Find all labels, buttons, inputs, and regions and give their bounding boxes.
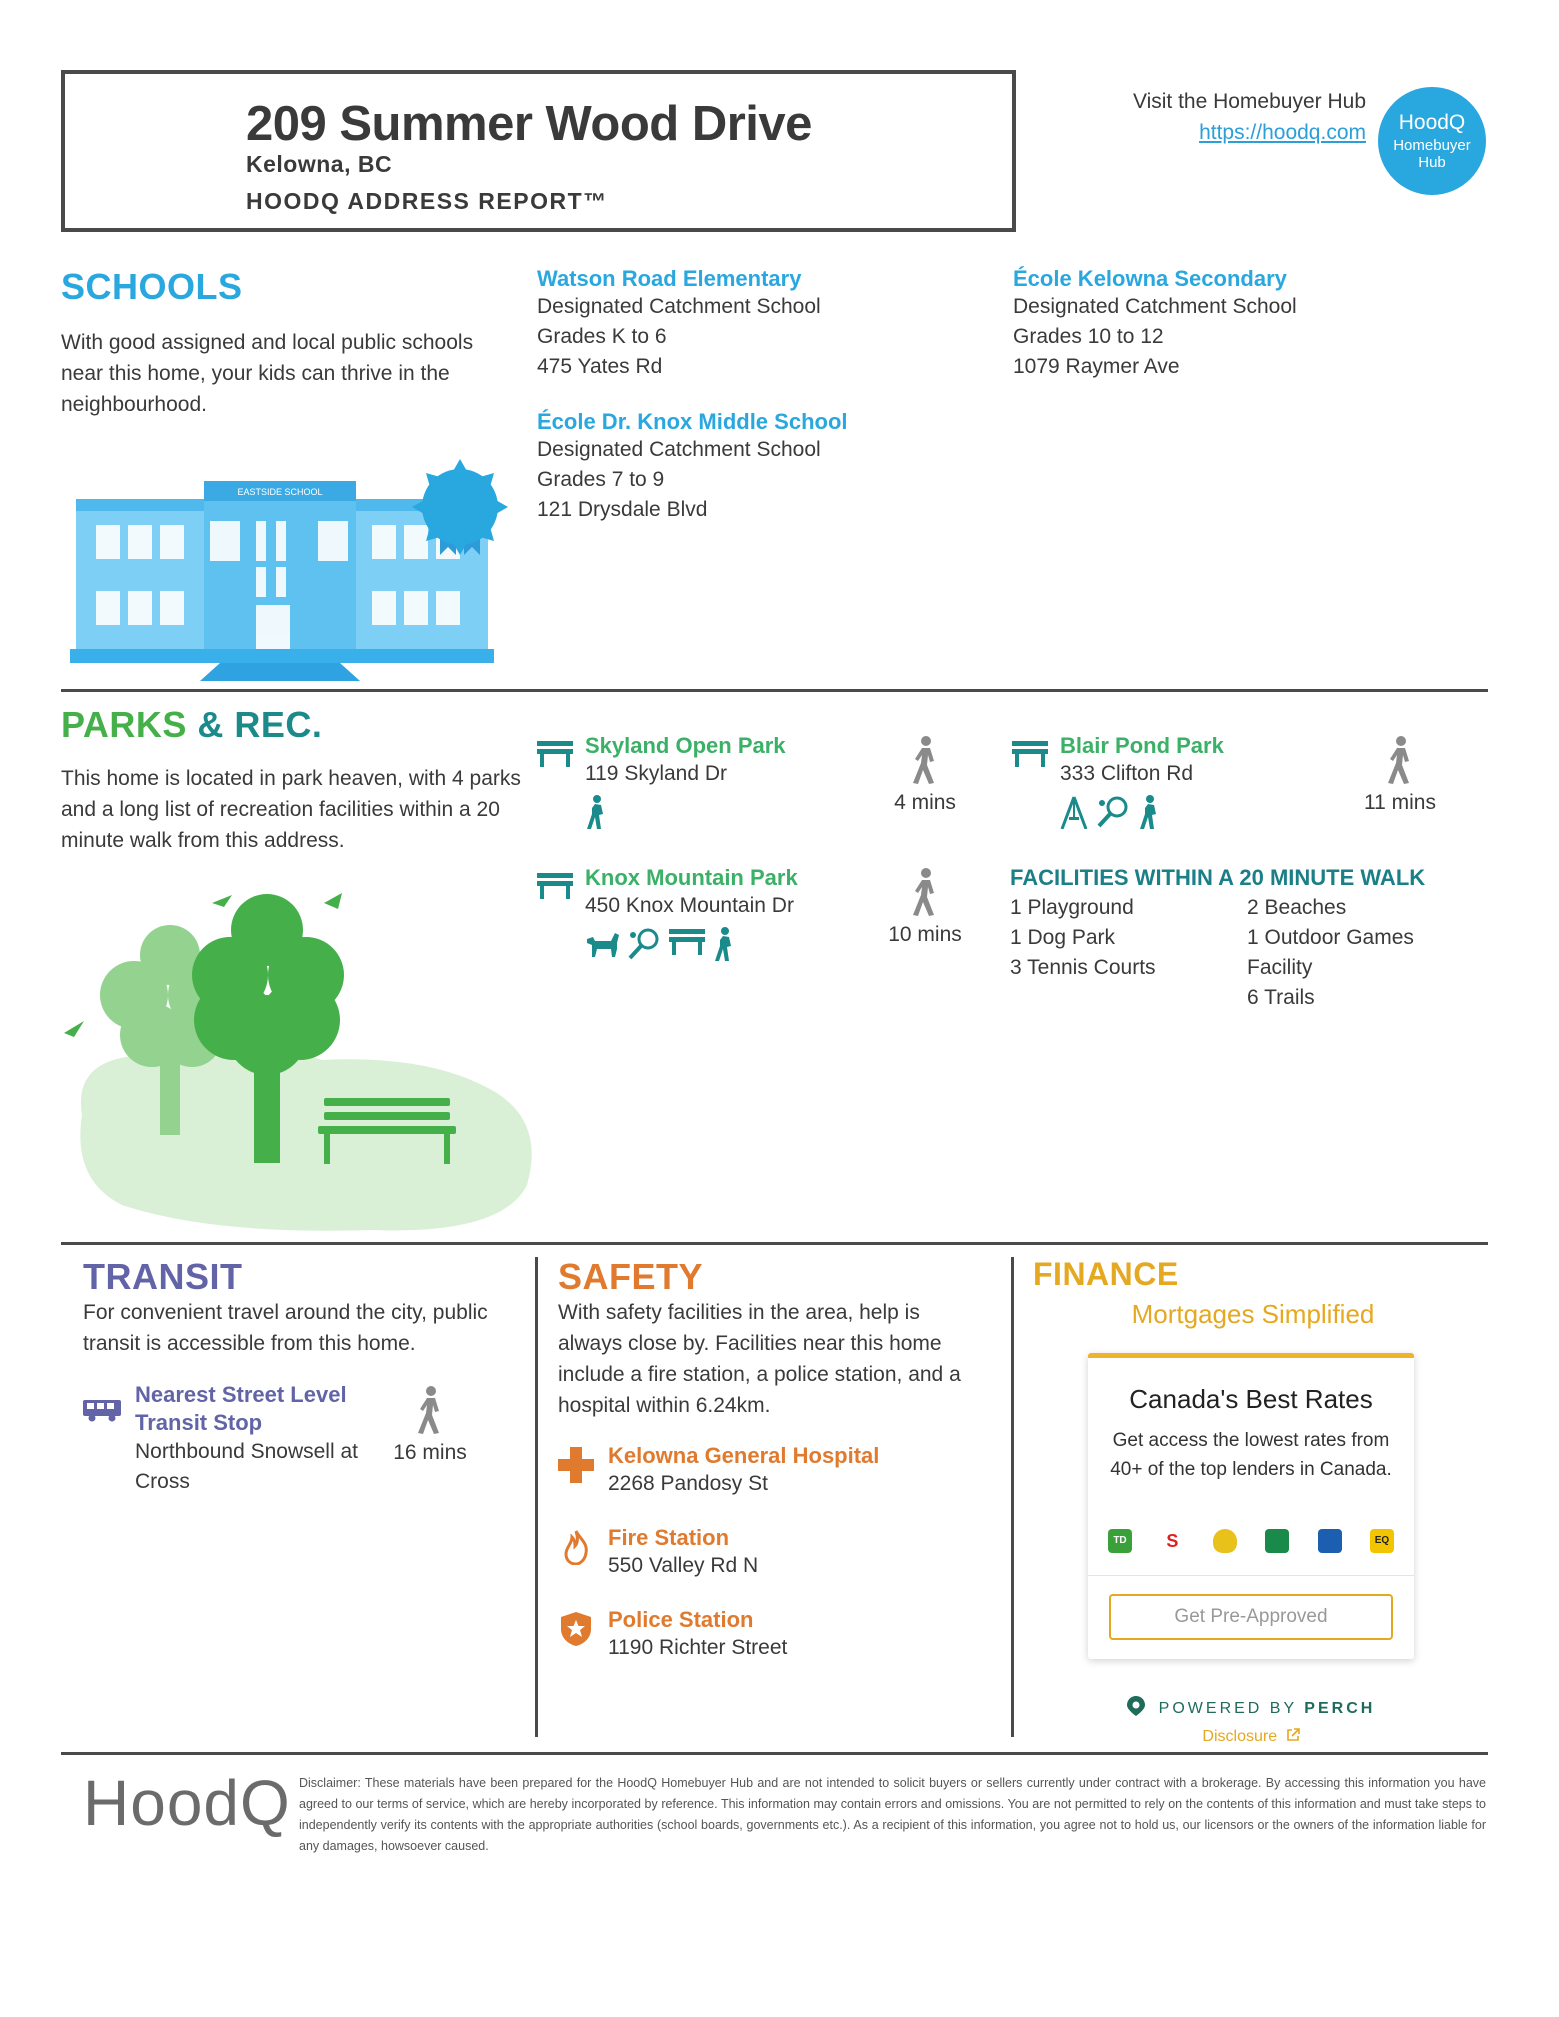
safety-item [558, 1443, 978, 1499]
facilities-list-right [1247, 893, 1414, 1013]
facility-item: 3 Tennis Courts [1010, 956, 1156, 979]
school-name: Watson Road Elementary [537, 266, 802, 291]
map-pin-icon [1127, 1696, 1145, 1716]
safety-item [558, 1607, 978, 1663]
bench-icon [537, 873, 573, 899]
facility-item: Facility [1247, 956, 1313, 979]
powered-by-perch[interactable] [1088, 1696, 1414, 1718]
fire-icon [558, 1529, 594, 1565]
park-name: Skyland Open Park [585, 733, 786, 758]
safety-address: 1190 Richter Street [608, 1636, 788, 1659]
section-divider [61, 1752, 1488, 1755]
column-divider [1011, 1257, 1014, 1737]
report-label: HOODQ ADDRESS REPORT™ [246, 188, 608, 214]
walking-person-icon [415, 1385, 445, 1435]
walk-time-text: 16 mins [393, 1441, 467, 1464]
walk-time [875, 735, 975, 815]
finance-title: FINANCE [1033, 1256, 1179, 1292]
rates-card [1088, 1353, 1414, 1659]
police-shield-icon [558, 1611, 594, 1647]
facility-item: 1 Dog Park [1010, 926, 1116, 949]
tennis-icon [627, 927, 661, 961]
powered-by-prefix: POWERED BY [1158, 1700, 1297, 1717]
facility-item: 1 Playground [1010, 896, 1134, 919]
walk-time [1350, 735, 1450, 815]
transit-stop-title-1: Nearest Street Level [135, 1382, 347, 1407]
desjardins-logo-icon [1213, 1529, 1237, 1553]
td-logo-icon: TD [1108, 1529, 1132, 1553]
award-badge-icon [412, 459, 508, 555]
park-address: 450 Knox Mountain Dr [585, 894, 794, 917]
disclaimer-text: Disclaimer: These materials have been prepared for the HoodQ Homebuyer Hub and are not intended to solicit buyers or sellers currently under contract with a brokerage. By accessing this information you have agreed to our terms of service, which are hereby incorporated by reference. This information may contain errors and omissions. You are not permitted to rely on the contents of this information and must take steps to independently verify its contents with the appropriate authorities (school boards, governments etc.). As a recipient of this information, you agree not to hold us, our licensors or the owners of the information liable for any damages, howsoever caused. [299, 1776, 1486, 1853]
safety-intro: With safety facilities in the area, help is always close by. Facilities near this home include a fire station, a police station, and a hospital within 6.24km. [558, 1301, 961, 1417]
park-address: 119 Skyland Dr [585, 762, 728, 785]
school-type: Designated Catchment School [537, 295, 821, 318]
powered-by-brand: PERCH [1304, 1700, 1376, 1717]
hub-link[interactable]: https://hoodq.com [1199, 121, 1366, 144]
hub-badge-line3: Hub [1418, 154, 1446, 171]
transit-stop [83, 1381, 383, 1497]
safety-name: Kelowna General Hospital [608, 1443, 880, 1468]
parks-title-amp: & [197, 704, 224, 745]
facilities-title: FACILITIES WITHIN A 20 MINUTE WALK [1010, 865, 1426, 890]
bench-icon [537, 741, 573, 767]
school-building-illustration [70, 455, 510, 685]
school-item [537, 409, 977, 525]
hoodq-logo: HoodQ [83, 1767, 291, 1839]
school-sign-text: EASTSIDE SCHOOL [237, 487, 323, 497]
walk-time-text: 10 mins [888, 923, 962, 946]
school-name: École Dr. Knox Middle School [537, 409, 848, 434]
school-address: 121 Drysdale Blvd [537, 498, 708, 521]
walk-time-text: 4 mins [894, 791, 956, 814]
tennis-icon [1096, 795, 1130, 829]
transit-stop-title-2: Transit Stop [135, 1410, 263, 1435]
park-address: 333 Clifton Rd [1060, 762, 1194, 785]
section-divider [61, 1242, 1488, 1245]
facility-item: 1 Outdoor Games [1247, 926, 1414, 949]
school-type: Designated Catchment School [537, 438, 821, 461]
parks-title-b: REC. [234, 704, 323, 745]
swing-icon [1060, 795, 1088, 829]
disclosure-text: Disclosure [1202, 1728, 1278, 1745]
address-city: Kelowna, BC [246, 151, 393, 177]
hiker-icon [1138, 795, 1162, 829]
walking-person-icon [910, 867, 940, 917]
facility-item: 6 Trails [1247, 986, 1315, 1009]
bench-icon [669, 927, 705, 957]
park-trees-illustration [62, 885, 542, 1235]
school-address: 1079 Raymer Ave [1013, 355, 1180, 378]
walk-time [875, 867, 975, 947]
eq-bank-logo-icon: EQ [1370, 1529, 1394, 1553]
rates-card-title: Canada's Best Rates [1129, 1384, 1373, 1414]
safety-title: SAFETY [558, 1256, 704, 1297]
safety-name: Fire Station [608, 1525, 730, 1550]
school-address: 475 Yates Rd [537, 355, 663, 378]
hub-badge-line1: HoodQ [1398, 111, 1466, 134]
external-link-icon [1286, 1728, 1300, 1742]
hub-text: Visit the Homebuyer Hub [1132, 90, 1366, 113]
hospital-cross-icon [558, 1447, 594, 1483]
facilities-list-left [1010, 893, 1156, 983]
section-divider [61, 689, 1488, 692]
school-item [537, 266, 977, 382]
school-grades: Grades K to 6 [537, 325, 667, 348]
school-item [1013, 266, 1453, 382]
safety-address: 2268 Pandosy St [608, 1472, 768, 1495]
parks-title [61, 704, 322, 746]
bench-icon [1012, 741, 1048, 767]
hub-badge-line2: Homebuyer [1393, 137, 1471, 154]
get-pre-approved-button[interactable]: Get Pre-Approved [1109, 1594, 1393, 1640]
schools-intro: With good assigned and local public schools near this home, your kids can thrive in the neighbourhood. [61, 331, 474, 416]
address-title: 209 Summer Wood Drive [246, 97, 812, 151]
column-divider [535, 1257, 538, 1737]
walking-person-icon [1385, 735, 1415, 785]
school-grades: Grades 10 to 12 [1013, 325, 1164, 348]
rates-card-description: Get access the lowest rates from 40+ of the top lenders in Canada. [1110, 1430, 1392, 1480]
facility-item: 2 Beaches [1247, 896, 1347, 919]
dog-icon [585, 927, 619, 957]
transit-stop-line-1: Northbound Snowsell at [135, 1440, 358, 1463]
hiker-icon [585, 795, 609, 829]
disclosure-link[interactable] [1088, 1728, 1414, 1746]
walking-person-icon [910, 735, 940, 785]
lender-logos [1108, 1529, 1394, 1553]
hub-badge[interactable] [1378, 87, 1486, 195]
safety-item [558, 1525, 978, 1581]
safety-address: 550 Valley Rd N [608, 1554, 759, 1577]
finance-subtitle: Mortgages Simplified [1131, 1299, 1375, 1329]
schools-title: SCHOOLS [61, 266, 243, 307]
parks-intro: This home is located in park heaven, with 4 parks and a long list of recreation facilities within a 20 minute walk from this address. [61, 767, 521, 852]
school-type: Designated Catchment School [1013, 295, 1297, 318]
walk-time [380, 1385, 480, 1465]
school-name: École Kelowna Secondary [1013, 266, 1287, 291]
parks-title-a: PARKS [61, 704, 187, 745]
park-name: Blair Pond Park [1060, 733, 1224, 758]
school-grades: Grades 7 to 9 [537, 468, 665, 491]
lender-hexagon-logo-icon [1265, 1529, 1289, 1553]
transit-title: TRANSIT [83, 1256, 243, 1297]
walk-time-text: 11 mins [1364, 791, 1436, 814]
bmo-logo-icon [1318, 1529, 1342, 1553]
park-name: Knox Mountain Park [585, 865, 798, 890]
transit-intro: For convenient travel around the city, public transit is accessible from this home. [83, 1301, 488, 1355]
safety-name: Police Station [608, 1607, 754, 1632]
card-divider [1088, 1575, 1414, 1576]
scotiabank-logo-icon: S [1160, 1529, 1184, 1553]
hiker-icon [713, 927, 737, 961]
transit-stop-line-2: Cross [135, 1470, 190, 1493]
